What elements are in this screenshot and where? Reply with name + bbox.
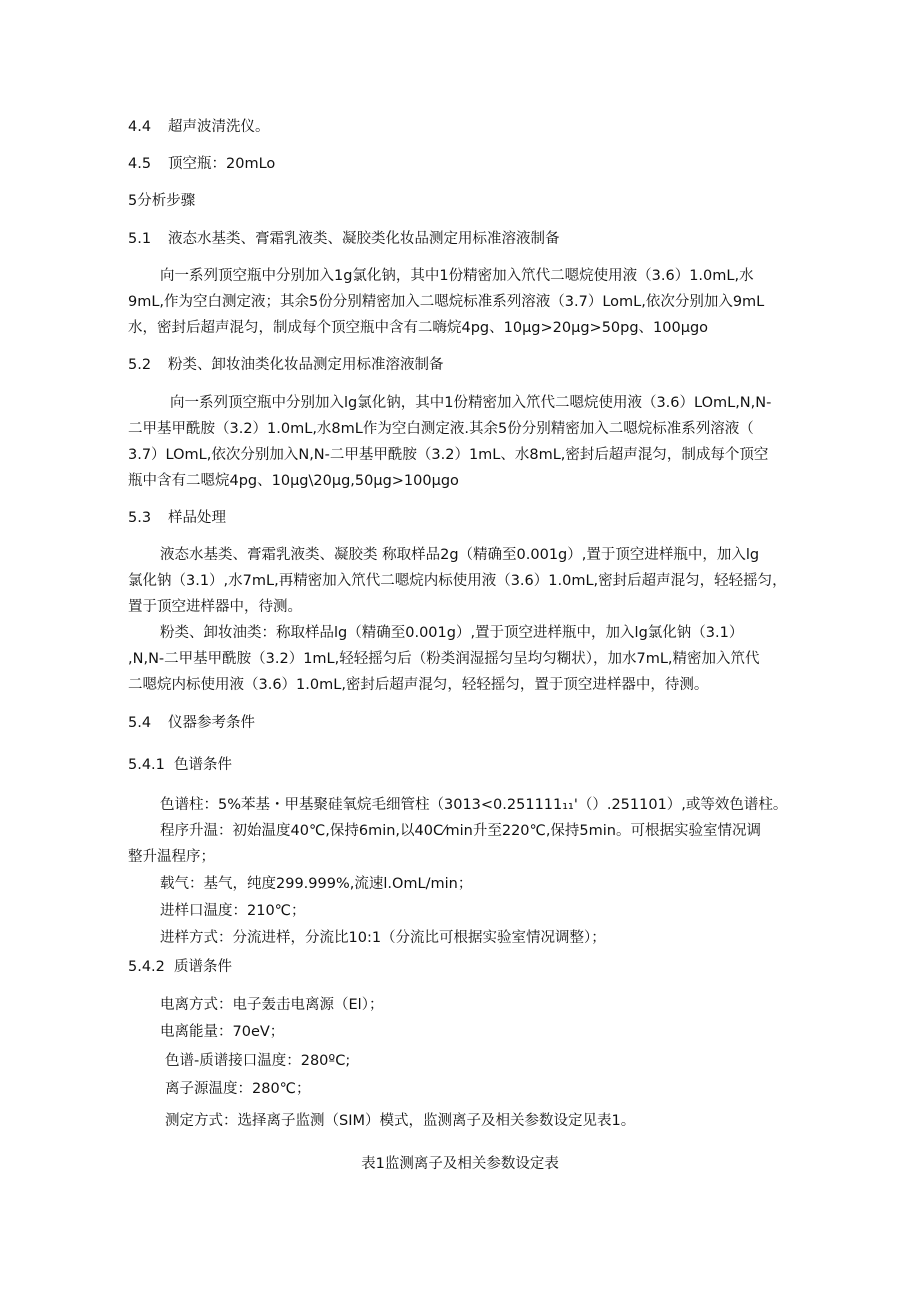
para-5-3a-line-3: 置于顶空进样器中，待测。: [128, 599, 302, 615]
item-5-4-2: 5.4.2 质谱条件: [128, 959, 232, 975]
para-5-2-line-2: 二甲基甲酰胺（3.2）1.0mL,水8mL作为空白测定液.其余5份分别精密加入二嗯烷标准系列溶液（: [128, 421, 754, 437]
para-5-3a-line-2: 氯化钠（3.1）,水7mL,再精密加入笊代二嗯烷内标使用液（3.6）1.0mL,密封后超声混匀，轻轻摇匀，: [128, 573, 787, 589]
para-5-1-line-1: 向一系列顶空瓶中分别加入1g氯化钠，其中1份精密加入笊代二嗯烷使用液（3.6）1.0mL,水: [160, 268, 754, 284]
para-5-3b-line-3: 二嗯烷内标使用液（3.6）1.0mL,密封后超声混匀，轻轻摇匀，置于顶空进样器中，待测。: [128, 677, 709, 693]
section-5-heading: 5分析步骤: [128, 193, 196, 209]
item-4-4: 4.4 超声波清洗仪。: [128, 119, 270, 135]
ms-line-4: 离子源温度：280℃；: [165, 1081, 311, 1097]
para-5-3b-line-1: 粉类、卸妆油类：称取样品lg（精确至0.001g）,置于顶空进样瓶中，加入lg氯化钠（3.1）: [160, 625, 744, 641]
item-5-4-1: 5.4.1 色谱条件: [128, 757, 232, 773]
gc-line-1: 色谱柱：5%苯基・甲基聚硅氧烷毛细管柱（3013<0.251111₁₁'（）.251101）,或等效色谱柱。: [160, 797, 788, 813]
para-5-3b-line-2: ,N,N-二甲基甲酰胺（3.2）1mL,轻轻摇匀后（粉类润湿摇匀呈均匀糊状），加水7mL,精密加入笊代: [128, 651, 760, 667]
item-5-2: 5.2 粉类、卸妆油类化妆品测定用标准溶液制备: [128, 357, 444, 373]
para-5-3a-line-1: 液态水基类、膏霜乳液类、凝胶类 称取样品2g（精确至0.001g）,置于顶空进样瓶中，加入lg: [160, 547, 760, 563]
gc-line-5: 进样口温度：210℃；: [160, 903, 306, 919]
para-5-2-line-4: 瓶中含有二嗯烷4pg、10μg\20μg,50μg>100μgo: [128, 473, 459, 489]
gc-line-4: 载气：基气，纯度299.999%,流速l.OmL/min；: [160, 876, 473, 892]
item-5-4: 5.4 仪器参考条件: [128, 715, 255, 731]
gc-line-6: 进样方式：分流进样，分流比10:1（分流比可根据实验室情况调整）；: [160, 930, 606, 946]
ms-line-2: 电离能量：70eV；: [160, 1024, 285, 1040]
para-5-1-line-3: 水，密封后超声混匀，制成每个顶空瓶中含有二嗨烷4pg、10μg>20μg>50pg、100μgo: [128, 320, 709, 336]
ms-line-3: 色谱-质谱接口温度：280ºC;: [165, 1053, 351, 1069]
ms-line-1: 电离方式：电子轰击电离源（El）；: [160, 997, 384, 1013]
para-5-1-line-2: 9mL,作为空白测定液；其余5份分别精密加入二嗯烷标准系列溶液（3.7）LomL,依次分别加入9mL: [128, 294, 765, 310]
gc-line-2: 程序升温：初始温度40℃,保持6min,以40C⁄min升至220℃,保持5min。可根据实验室情况调: [160, 823, 761, 839]
table-caption: 表1监测离子及相关参数设定表: [361, 1156, 559, 1172]
item-4-5: 4.5 顶空瓶：20mLo: [128, 156, 276, 172]
para-5-2-line-3: 3.7）LOmL,依次分别加入N,N-二甲基甲酰胺（3.2）1mL、水8mL,密封后超声混匀，制成每个顶空: [128, 447, 769, 463]
para-5-2-line-1: 向一系列顶空瓶中分别加入lg氯化钠，其中1份精密加入笊代二嗯烷使用液（3.6）LOmL,N,N-: [170, 395, 772, 411]
ms-line-5: 测定方式：选择离子监测（SIM）模式，监测离子及相关参数设定见表1。: [165, 1113, 636, 1129]
gc-line-3: 整升温程序；: [128, 849, 215, 865]
item-5-1: 5.1 液态水基类、膏霜乳液类、凝胶类化妆品测定用标准溶液制备: [128, 231, 560, 247]
item-5-3: 5.3 样品处理: [128, 510, 226, 526]
